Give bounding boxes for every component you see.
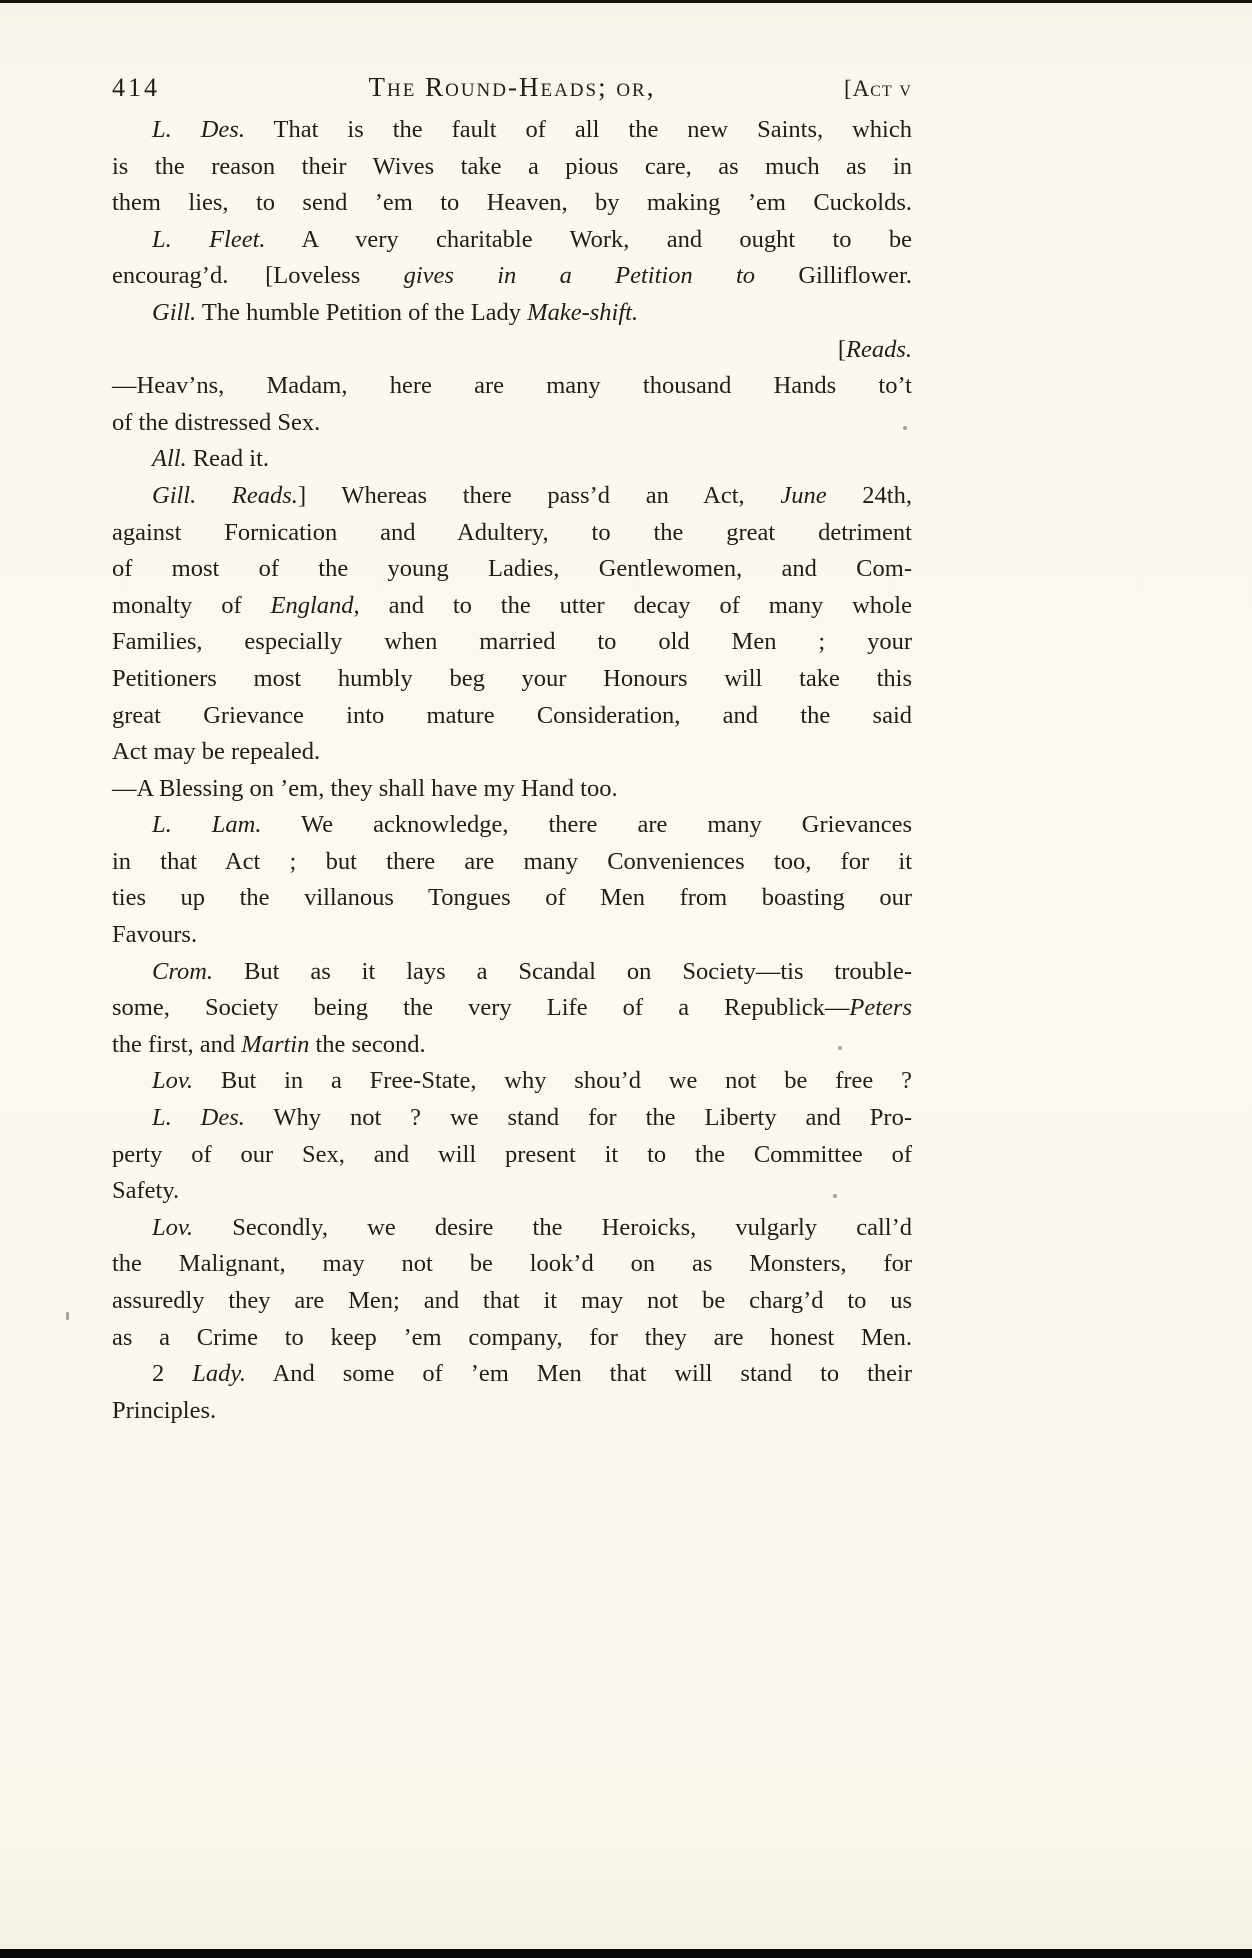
scan-speck — [838, 1046, 842, 1050]
text-line: Act may be repealed. — [112, 738, 321, 766]
text-line: some, Society being the very Life of a Republick—Peters — [112, 994, 912, 1022]
text-line: L. Fleet. A very charitable Work, and ought to be — [152, 225, 912, 253]
text-line: —A Blessing on ’em, they shall have my Hand too. — [112, 774, 618, 802]
text-line: —Heav’ns, Madam, here are many thousand Hands to’t — [112, 372, 912, 400]
text-block — [112, 112, 912, 1429]
page-number: 414 — [112, 73, 160, 102]
text-line: Crom. But as it lays a Scandal on Society—tis trouble- — [152, 957, 912, 985]
text-line: perty of our Sex, and will present it to the Committee of — [112, 1140, 912, 1168]
text-line: Families, especially when married to old Men ; your — [112, 628, 912, 656]
text-line: ties up the villanous Tongues of Men from boasting our — [112, 884, 912, 912]
text-line: Gill. Reads.] Whereas there pass’d an Act, June 24th, — [152, 481, 912, 509]
text-line: Lov. Secondly, we desire the Heroicks, vulgarly call’d — [152, 1213, 912, 1241]
text-line: monalty of England, and to the utter decay of many whole — [112, 591, 912, 619]
running-title: The Round-Heads; or, — [368, 72, 656, 102]
text-line: of most of the young Ladies, Gentlewomen, and Com- — [112, 555, 912, 583]
scan-edge-top — [0, 0, 1252, 3]
scan-speck — [833, 1194, 837, 1198]
text-line: Petitioners most humbly beg your Honours will take this — [112, 664, 912, 692]
scan-edge-bottom — [0, 1949, 1252, 1958]
text-line: in that Act ; but there are many Conveniences too, for it — [112, 847, 912, 875]
text-line: Principles. — [112, 1396, 217, 1424]
text-line: Gill. The humble Petition of the Lady Make-shift. — [152, 298, 639, 326]
text-line: of the distressed Sex. — [112, 408, 321, 436]
text-line: great Grievance into mature Consideration, and the said — [112, 701, 912, 729]
scan-speck — [66, 1312, 69, 1320]
text-line: Safety. — [112, 1177, 180, 1205]
text-line: All. Read it. — [152, 445, 270, 473]
text-line: against Fornication and Adultery, to the great detriment — [112, 518, 912, 546]
text-line: Favours. — [112, 921, 198, 949]
scan-speck — [903, 426, 907, 430]
text-line: is the reason their Wives take a pious care, as much as in — [112, 152, 912, 180]
text-line: the first, and Martin the second. — [112, 1030, 426, 1058]
text-line: as a Crime to keep ’em company, for they are honest Men. — [112, 1323, 912, 1351]
text-line: [Reads. — [837, 335, 912, 363]
text-line: the Malignant, may not be look’d on as Monsters, for — [112, 1250, 912, 1278]
text-line: L. Des. Why not ? we stand for the Liberty and Pro- — [152, 1104, 912, 1132]
text-line: L. Des. That is the fault of all the new Saints, which — [152, 116, 912, 143]
page-header — [112, 72, 912, 103]
text-line: encourag’d. [Loveless gives in a Petition to Gilliflower. — [112, 262, 912, 290]
text-line: L. Lam. We acknowledge, there are many Grievances — [152, 811, 912, 839]
text-line: 2 Lady. And some of ’em Men that will stand to their — [152, 1360, 912, 1388]
text-line: them lies, to send ’em to Heaven, by making ’em Cuckolds. — [112, 189, 912, 217]
text-line: Lov. But in a Free-State, why shou’d we not be free ? — [152, 1067, 912, 1095]
text-line: assuredly they are Men; and that it may not be charg’d to us — [112, 1287, 912, 1314]
act-indicator: [Act v — [843, 76, 912, 101]
